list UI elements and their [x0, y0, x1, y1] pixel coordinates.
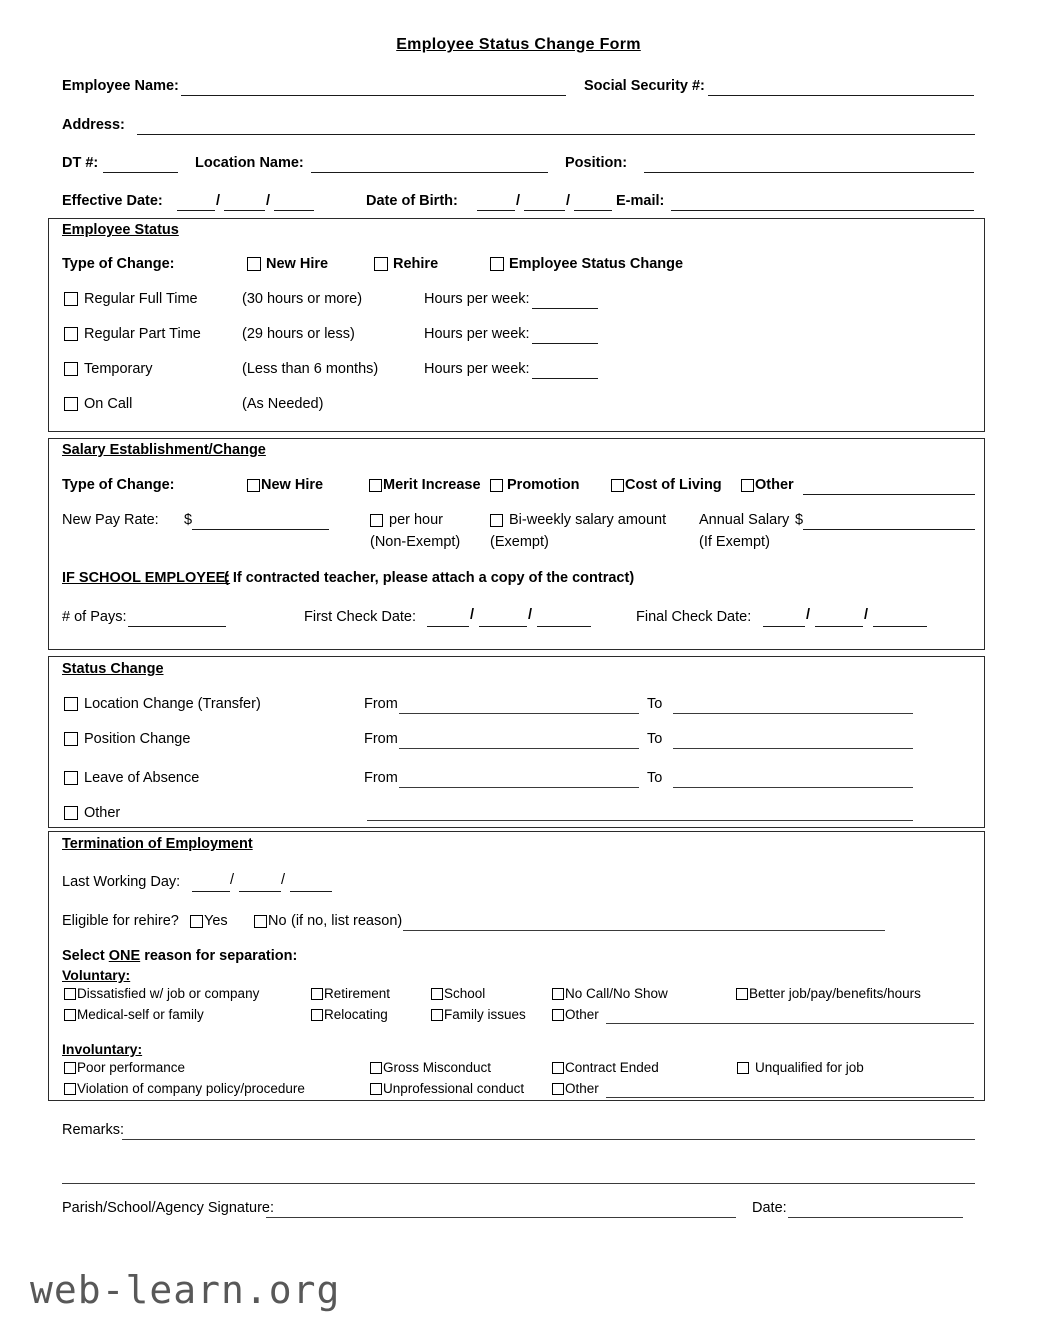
hours-input-regular-part-time[interactable] [532, 343, 598, 344]
school-employee-note: ( If contracted teacher, please attach a copy of the contract) [224, 570, 635, 586]
checkbox-dissatisfied[interactable] [64, 988, 76, 1000]
label-leave-of-absence: Leave of Absence [84, 770, 200, 786]
new-pay-rate-dollar: $ [184, 512, 193, 528]
effective-date-year[interactable] [274, 210, 314, 211]
label-unprofessional-conduct: Unprofessional conduct [383, 1081, 525, 1096]
label-violation-of-policy: Violation of company policy/procedure [77, 1081, 305, 1096]
first-check-day[interactable] [479, 626, 527, 627]
to-input-location-change[interactable] [673, 713, 913, 714]
label-voluntary-other: Other [565, 1007, 599, 1022]
checkbox-rehire[interactable] [374, 257, 388, 271]
status-other-input[interactable] [367, 820, 913, 821]
final-check-year[interactable] [873, 626, 927, 627]
salary-type-label: Type of Change: [62, 477, 175, 493]
address-input[interactable] [137, 134, 975, 135]
date-input[interactable] [788, 1217, 963, 1218]
annual-salary-dollar: $ [795, 512, 804, 528]
effective-date-day[interactable] [224, 210, 265, 211]
note-biweekly-salary: (Exempt) [490, 534, 549, 550]
last-working-day-slash-2: / [281, 872, 286, 888]
to-input-position-change[interactable] [673, 748, 913, 749]
label-unqualified-for-job: Unqualified for job [755, 1060, 864, 1075]
voluntary-other-input[interactable] [606, 1023, 974, 1024]
school-employee-heading: IF SCHOOL EMPLOYEE: [62, 570, 231, 586]
label-involuntary-other: Other [565, 1081, 599, 1096]
checkbox-involuntary-other[interactable] [552, 1083, 564, 1095]
page-title [0, 36, 1037, 54]
from-label-leave-of-absence: From [364, 770, 398, 786]
last-working-day-slash-1: / [230, 872, 235, 888]
last-working-day-year[interactable] [290, 891, 332, 892]
employee-status-section [48, 218, 985, 432]
dt-number-input[interactable] [103, 172, 178, 173]
voluntary-heading: Voluntary: [62, 967, 131, 983]
label-rehire-yes: Yes [204, 913, 228, 929]
checkbox-poor-performance[interactable] [64, 1062, 76, 1074]
first-check-year[interactable] [537, 626, 591, 627]
effective-date-month[interactable] [177, 210, 215, 211]
date-of-birth-label: Date of Birth: [366, 193, 458, 209]
checkbox-new-hire[interactable] [247, 257, 261, 271]
checkbox-rehire-no[interactable] [254, 915, 267, 928]
dob-day[interactable] [524, 210, 565, 211]
first-check-month[interactable] [427, 626, 469, 627]
checkbox-status-other[interactable] [64, 806, 78, 820]
label-salary-other: Other [755, 477, 794, 493]
from-label-position-change: From [364, 731, 398, 747]
checkbox-medical-self-or-family[interactable] [64, 1009, 76, 1021]
annual-salary-input[interactable] [803, 529, 975, 530]
from-input-location-change[interactable] [399, 713, 639, 714]
dob-year[interactable] [574, 210, 612, 211]
checkbox-leave-of-absence[interactable] [64, 771, 78, 785]
note-rehire-no-reason: (if no, list reason) [291, 913, 403, 929]
checkbox-merit-increase[interactable] [369, 479, 382, 492]
select-one-reason-label [62, 949, 297, 964]
involuntary-other-input[interactable] [606, 1097, 974, 1098]
select-one-pre: Select [62, 948, 109, 964]
checkbox-unqualified-for-job[interactable] [737, 1062, 749, 1074]
first-check-slash-2: / [528, 607, 533, 623]
remarks-input-line-2[interactable] [62, 1183, 975, 1184]
checkbox-relocating[interactable] [311, 1009, 323, 1021]
checkbox-salary-other[interactable] [741, 479, 754, 492]
from-input-position-change[interactable] [399, 748, 639, 749]
checkbox-position-change[interactable] [64, 732, 78, 746]
checkbox-voluntary-other[interactable] [552, 1009, 564, 1021]
from-input-leave-of-absence[interactable] [399, 787, 639, 788]
label-annual-salary: Annual Salary [699, 512, 790, 528]
salary-change-heading: Salary Establishment/Change [62, 442, 266, 458]
first-check-date-label: First Check Date: [304, 609, 416, 625]
note-per-hour: (Non-Exempt) [370, 534, 461, 550]
final-check-slash-1: / [806, 607, 811, 623]
remarks-input-line-1[interactable] [122, 1139, 975, 1140]
select-one-post: reason for separation: [140, 948, 298, 964]
note-annual-salary: (If Exempt) [699, 534, 770, 550]
employee-name-label: Employee Name: [62, 78, 179, 94]
final-check-slash-2: / [864, 607, 869, 623]
num-pays-label: # of Pays: [62, 609, 127, 625]
last-working-day-label: Last Working Day: [62, 874, 181, 890]
label-gross-misconduct: Gross Misconduct [383, 1060, 492, 1075]
label-per-hour: per hour [389, 512, 444, 528]
note-regular-part-time: (29 hours or less) [242, 326, 355, 342]
num-pays-input[interactable] [128, 626, 226, 627]
checkbox-rehire-yes[interactable] [190, 915, 203, 928]
checkbox-regular-part-time[interactable] [64, 327, 78, 341]
label-poor-performance: Poor performance [77, 1060, 186, 1075]
label-dissatisfied: Dissatisfied w/ job or company [77, 986, 260, 1001]
label-promotion: Promotion [507, 477, 580, 493]
hours-label-regular-part-time: Hours per week: [424, 326, 530, 342]
select-one-emph: ONE [108, 948, 141, 964]
employee-name-input[interactable] [181, 95, 566, 96]
label-contract-ended: Contract Ended [565, 1060, 659, 1075]
label-temporary: Temporary [84, 361, 153, 377]
hours-label-temporary: Hours per week: [424, 361, 530, 377]
label-cost-of-living: Cost of Living [625, 477, 722, 493]
checkbox-retirement[interactable] [311, 988, 323, 1000]
label-salary-new-hire: New Hire [261, 477, 324, 493]
location-name-label: Location Name: [195, 155, 304, 171]
signature-input[interactable] [266, 1217, 736, 1218]
dob-slash-1: / [516, 193, 521, 209]
note-regular-full-time: (30 hours or more) [242, 291, 363, 307]
label-rehire-no: No [268, 913, 287, 929]
checkbox-no-call-no-show[interactable] [552, 988, 564, 1000]
checkbox-unprofessional-conduct[interactable] [370, 1083, 382, 1095]
checkbox-promotion[interactable] [490, 479, 503, 492]
note-on-call: (As Needed) [242, 396, 324, 412]
dob-slash-2: / [566, 193, 571, 209]
note-temporary: (Less than 6 months) [242, 361, 379, 377]
label-employee-status-change: Employee Status Change [509, 256, 684, 272]
watermark: web-learn.org [30, 1268, 341, 1312]
first-check-slash-1: / [470, 607, 475, 623]
label-better-job: Better job/pay/benefits/hours [749, 986, 921, 1001]
label-on-call: On Call [84, 396, 133, 412]
label-no-call-no-show: No Call/No Show [565, 986, 668, 1001]
termination-heading: Termination of Employment [62, 836, 253, 852]
label-biweekly-salary: Bi-weekly salary amount [509, 512, 667, 528]
checkbox-violation-of-policy[interactable] [64, 1083, 76, 1095]
label-family-issues: Family issues [444, 1007, 526, 1022]
effective-date-slash-1: / [216, 193, 221, 209]
checkbox-regular-full-time[interactable] [64, 292, 78, 306]
final-check-date-label: Final Check Date: [636, 609, 752, 625]
label-merit-increase: Merit Increase [383, 477, 481, 493]
last-working-day-day[interactable] [239, 891, 281, 892]
page-title-text: Employee Status Change Form [396, 36, 641, 53]
label-position-change: Position Change [84, 731, 191, 747]
checkbox-school[interactable] [431, 988, 443, 1000]
remarks-label: Remarks: [62, 1122, 125, 1138]
dob-month[interactable] [477, 210, 515, 211]
new-pay-rate-input[interactable] [192, 529, 329, 530]
hours-input-temporary[interactable] [532, 378, 598, 379]
involuntary-heading: Involuntary: [62, 1041, 143, 1057]
location-name-input[interactable] [311, 172, 548, 173]
label-rehire: Rehire [393, 256, 439, 272]
employee-status-heading: Employee Status [62, 222, 179, 238]
hours-input-regular-full-time[interactable] [532, 308, 598, 309]
final-check-month[interactable] [763, 626, 805, 627]
label-location-change: Location Change (Transfer) [84, 696, 261, 712]
label-regular-part-time: Regular Part Time [84, 326, 201, 342]
effective-date-label: Effective Date: [62, 193, 163, 209]
eligible-for-rehire-label: Eligible for rehire? [62, 913, 179, 929]
checkbox-family-issues[interactable] [431, 1009, 443, 1021]
salary-other-input[interactable] [803, 494, 975, 495]
from-label-location-change: From [364, 696, 398, 712]
checkbox-location-change[interactable] [64, 697, 78, 711]
email-input[interactable] [671, 210, 974, 211]
address-label: Address: [62, 117, 125, 133]
checkbox-on-call[interactable] [64, 397, 78, 411]
label-retirement: Retirement [324, 986, 391, 1001]
date-label: Date: [752, 1200, 787, 1216]
final-check-day[interactable] [815, 626, 863, 627]
signature-label: Parish/School/Agency Signature: [62, 1200, 274, 1216]
new-pay-rate-label: New Pay Rate: [62, 512, 159, 528]
label-medical-self-or-family: Medical-self or family [77, 1007, 204, 1022]
position-input[interactable] [644, 172, 974, 173]
checkbox-per-hour[interactable] [370, 514, 383, 527]
label-school: School [444, 986, 486, 1001]
employee-status-type-label: Type of Change: [62, 256, 175, 272]
to-label-location-change: To [647, 696, 663, 712]
to-label-position-change: To [647, 731, 663, 747]
checkbox-better-job[interactable] [736, 988, 748, 1000]
checkbox-temporary[interactable] [64, 362, 78, 376]
checkbox-contract-ended[interactable] [552, 1062, 564, 1074]
status-change-heading: Status Change [62, 661, 164, 677]
label-relocating: Relocating [324, 1007, 388, 1022]
hours-label-regular-full-time: Hours per week: [424, 291, 530, 307]
dt-number-label: DT #: [62, 155, 99, 171]
ssn-label: Social Security #: [584, 78, 705, 94]
email-label: E-mail: [616, 193, 665, 209]
position-label: Position: [565, 155, 628, 171]
label-new-hire: New Hire [266, 256, 329, 272]
checkbox-cost-of-living[interactable] [611, 479, 624, 492]
to-label-leave-of-absence: To [647, 770, 663, 786]
effective-date-slash-2: / [266, 193, 271, 209]
checkbox-employee-status-change[interactable] [490, 257, 504, 271]
ssn-input[interactable] [708, 95, 974, 96]
checkbox-salary-new-hire[interactable] [247, 479, 260, 492]
to-input-leave-of-absence[interactable] [673, 787, 913, 788]
label-status-other: Other [84, 805, 121, 821]
checkbox-gross-misconduct[interactable] [370, 1062, 382, 1074]
checkbox-biweekly-salary[interactable] [490, 514, 503, 527]
rehire-no-reason-input[interactable] [403, 930, 885, 931]
label-regular-full-time: Regular Full Time [84, 291, 198, 307]
last-working-day-month[interactable] [192, 891, 230, 892]
